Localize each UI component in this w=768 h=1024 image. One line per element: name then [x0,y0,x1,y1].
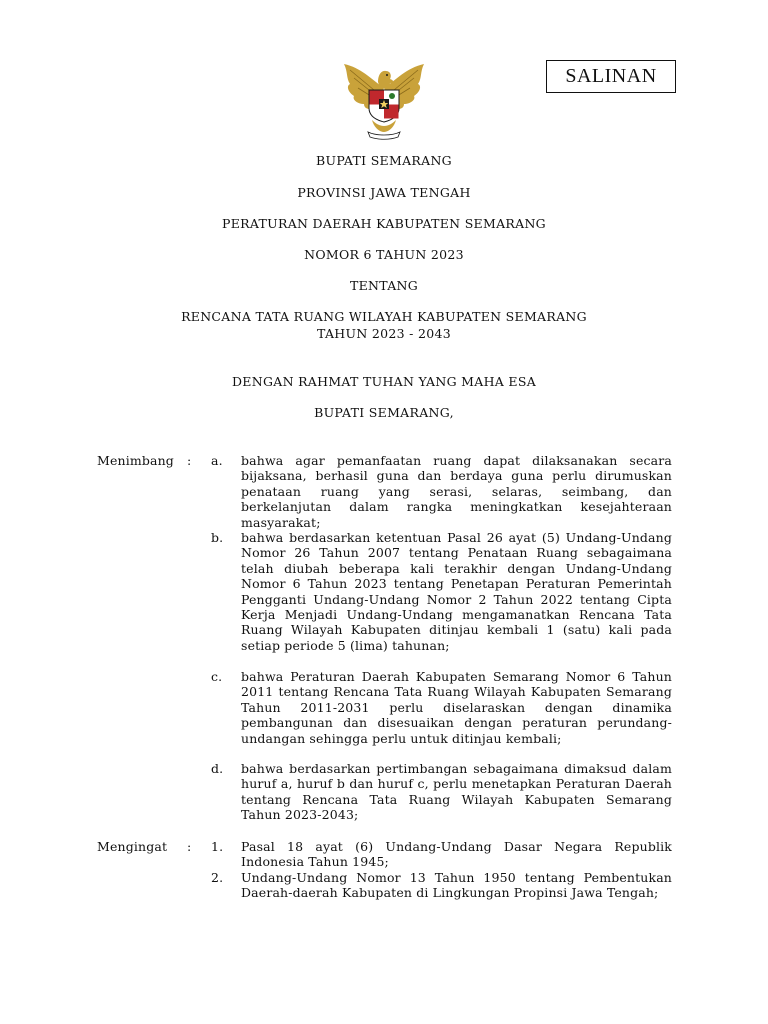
regulation-subject: RENCANA TATA RUANG WILAYAH KABUPATEN SEMARANG [181,309,587,324]
menimbang-colon: : [187,453,192,468]
item-marker: 1. [211,839,224,854]
regulation-period: TAHUN 2023 - 2043 [317,326,451,341]
item-marker: a. [211,453,223,468]
salinan-stamp [546,60,676,93]
menimbang-label: Menimbang [97,453,174,468]
item-text: Pasal 18 ayat (6) Undang-Undang Dasar Negara Republik Indonesia Tahun 1945; [241,839,672,870]
mengingat-colon: : [187,839,192,854]
mengingat-label: Mengingat [97,839,168,854]
regent-salutation: BUPATI SEMARANG, [314,405,454,420]
tentang-label: TENTANG [349,278,419,293]
item-text: bahwa berdasarkan pertimbangan sebagaimana dimaksud dalam huruf a, huruf b dan huruf c, perlu menetapkan Peraturan Daerah tentang Rencana Tata Ruang Wilayah Kabupaten Semarang Tahun 2023-2043; [241,761,672,823]
regulation-title: PERATURAN DAERAH KABUPATEN SEMARANG [222,216,546,231]
regulation-number: NOMOR 6 TAHUN 2023 [304,247,464,262]
item-text: Undang-Undang Nomor 13 Tahun 1950 tentang Pembentukan Daerah-daerah Kabupaten di Lingkungan Propinsi Jawa Tengah; [241,870,672,901]
item-marker: d. [211,761,224,776]
item-marker: 2. [211,870,224,885]
stamp-label: SALINAN [565,65,657,87]
item-text: bahwa Peraturan Daerah Kabupaten Semarang Nomor 6 Tahun 2011 tentang Rencana Tata Ruang Wilayah Kabupaten Semarang Tahun 2011-2031 perlu diselaraskan dengan dinamika pembangunan dan disesuaikan dengan peraturan perundang-undangan sehingga perlu untuk ditinjau kembali; [241,669,672,746]
item-marker: b. [211,530,224,545]
province-title: PROVINSI JAWA TENGAH [297,185,471,200]
item-text: bahwa berdasarkan ketentuan Pasal 26 ayat (5) Undang-Undang Nomor 26 Tahun 2007 tentang Penataan Ruang sebagaimana telah diubah beberapa kali terakhir dengan Undang-Undang Nomor 6 Tahun 2023 tentang Penetapan Peraturan Pemerintah Pengganti Undang-Undang Nomor 2 Tahun 2022 tentang Cipta Kerja Menjadi Undang-Undang mengamanatkan Rencana Tata Ruang Wilayah Kabupaten ditinjau kembali 1 (satu) kali pada setiap periode 5 (lima) tahunan; [241,530,672,653]
item-text: bahwa agar pemanfaatan ruang dapat dilaksanakan secara bijaksana, berhasil guna dan berdaya guna perlu dirumuskan penataan ruang yang serasi, selaras, seimbang, dan berkelanjutan dalam rangka meningkatkan kesejahteraan masyarakat; [241,453,672,530]
regent-title: BUPATI SEMARANG [316,153,452,168]
garuda-pancasila-emblem [334,58,434,142]
item-marker: c. [211,669,223,684]
invocation-line: DENGAN RAHMAT TUHAN YANG MAHA ESA [231,374,537,389]
